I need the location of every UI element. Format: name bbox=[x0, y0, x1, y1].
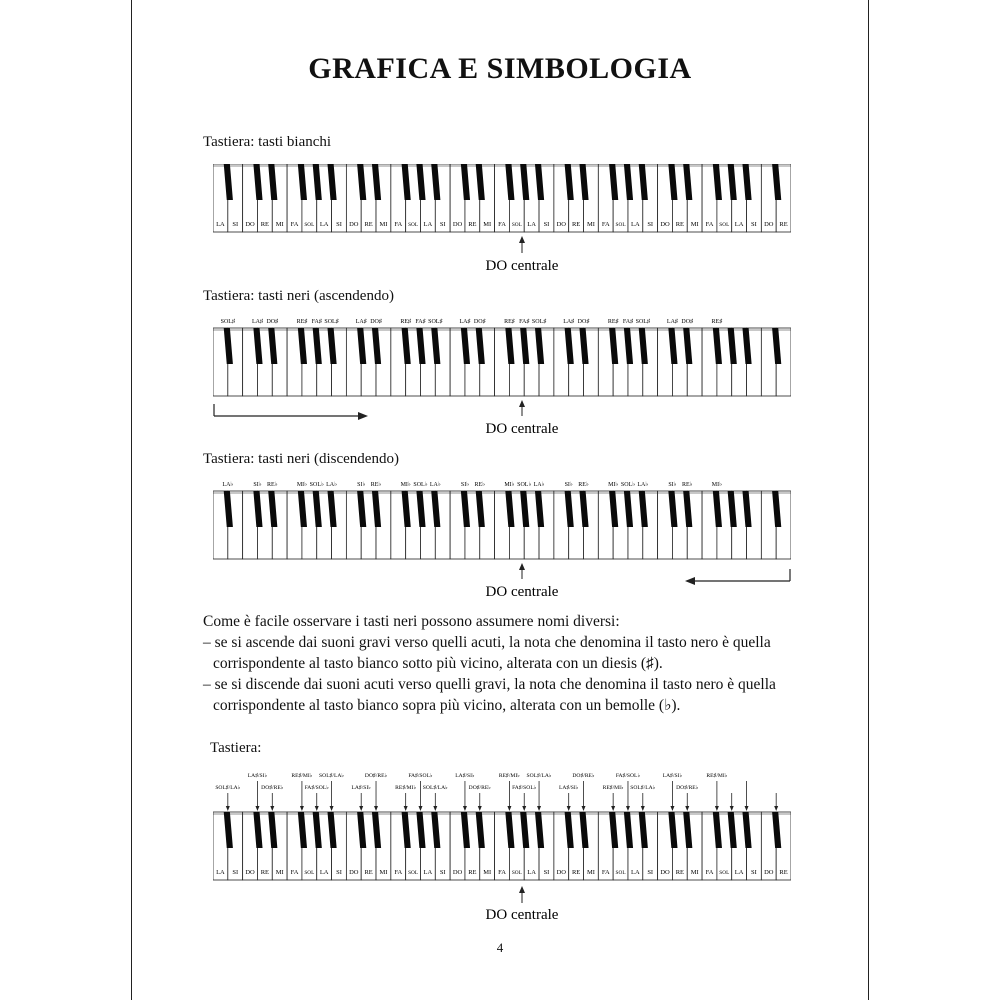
black-key-name: MI♭ bbox=[296, 482, 308, 488]
black-key-name: SOL♭ bbox=[309, 482, 324, 488]
pointer-head bbox=[611, 806, 615, 811]
black-key-name: RE♭ bbox=[682, 482, 693, 488]
white-key-name: SI bbox=[336, 869, 342, 876]
pointer-head bbox=[418, 806, 422, 811]
black-key-name: DO♯ bbox=[370, 319, 382, 325]
white-key-name: SOL bbox=[304, 222, 315, 228]
white-key-name: MI bbox=[379, 221, 388, 228]
white-key-name: LA bbox=[631, 869, 640, 876]
black-key-name: MI♭ bbox=[608, 482, 619, 488]
pointer-head bbox=[315, 806, 319, 811]
white-key-name: LA bbox=[734, 221, 744, 228]
black-key-name: SOL♭ bbox=[413, 482, 428, 488]
black-key-name: FA♯ bbox=[415, 319, 426, 325]
white-key-name: LA bbox=[423, 221, 433, 228]
white-key-name: LA bbox=[423, 869, 433, 876]
white-key-name: DO bbox=[660, 869, 670, 876]
white-key-name: RE bbox=[364, 869, 373, 876]
black-key-name: DO♯/RE♭ bbox=[676, 785, 699, 791]
black-key-name: LA♭ bbox=[637, 482, 649, 488]
black-key-name: MI♭ bbox=[400, 482, 411, 488]
pointer-head bbox=[715, 806, 719, 811]
descending-arrow bbox=[519, 563, 790, 585]
black-key-name: LA♯/SI♭ bbox=[455, 773, 475, 779]
label-black-ascending: Tastiera: tasti neri (ascendendo) bbox=[203, 288, 394, 304]
white-key-name: SOL bbox=[719, 870, 730, 876]
black-key-name: MI♭ bbox=[711, 482, 722, 488]
white-key-name: FA bbox=[705, 221, 714, 228]
white-key-name: RE bbox=[571, 221, 581, 228]
white-key-name: FA bbox=[601, 869, 610, 876]
pointer-head bbox=[626, 806, 630, 811]
white-key-name: DO bbox=[556, 869, 566, 876]
white-key-name: LA bbox=[631, 221, 640, 228]
explanation-text bbox=[203, 611, 793, 716]
label-white-keys: Tastiera: tasti bianchi bbox=[203, 134, 332, 150]
black-key-name: DO♯/RE♭ bbox=[468, 785, 491, 791]
white-key-name: RE bbox=[468, 221, 477, 228]
black-key-name: MI♭ bbox=[504, 482, 515, 488]
keyboard-black-ascending bbox=[213, 312, 791, 438]
white-key-name: RE bbox=[260, 221, 270, 228]
pointer-head bbox=[330, 806, 334, 811]
pointer-head bbox=[463, 806, 467, 811]
keyboard-white-keys bbox=[213, 164, 791, 274]
black-key-name: LA♯ bbox=[355, 319, 367, 325]
white-key-name: RE bbox=[675, 869, 685, 876]
explanation-ascending: – se si ascende dai suoni gravi verso quelli acuti, la nota che denomina il tasto nero è quella corrispondente al tasto bianco sotto più vicino, alterata con un diesis (♯). bbox=[203, 634, 771, 672]
white-key-name: SOL bbox=[304, 870, 315, 876]
black-key-name: FA♯ bbox=[622, 319, 634, 325]
black-key-name: SOL♯ bbox=[531, 319, 547, 325]
black-key-name: RE♯/MI♭ bbox=[706, 773, 728, 779]
black-key-name: SI♭ bbox=[668, 482, 677, 488]
white-key-name: SI bbox=[439, 221, 446, 228]
black-key-name: SI♭ bbox=[564, 482, 573, 488]
black-key-name: DO♯ bbox=[266, 319, 279, 325]
ascending-arrow bbox=[214, 400, 525, 420]
white-key-name: FA bbox=[394, 221, 403, 228]
white-key-name: SOL bbox=[408, 222, 419, 228]
pointer-head bbox=[685, 806, 689, 811]
white-key-name: DO bbox=[556, 221, 566, 228]
black-key-name: LA♯/SI♭ bbox=[662, 773, 683, 779]
black-key-name: SOL♭ bbox=[620, 482, 636, 488]
pointer-head bbox=[300, 806, 304, 811]
white-key-name: SOL bbox=[615, 870, 626, 876]
white-key-name: MI bbox=[690, 221, 699, 228]
pointer-head bbox=[404, 806, 408, 811]
black-key-name: LA♯ bbox=[563, 319, 575, 325]
black-key-name: SOL♯ bbox=[220, 319, 235, 325]
black-key-name: SOL♯/LA♭ bbox=[215, 785, 241, 791]
keyboard-full bbox=[213, 766, 791, 926]
white-key-name: SI bbox=[647, 869, 654, 876]
black-key-name: RE♯ bbox=[607, 319, 619, 325]
white-key-name: RE bbox=[779, 869, 788, 876]
black-key-name: LA♭ bbox=[222, 482, 234, 488]
white-key-name: FA bbox=[705, 869, 714, 876]
white-key-name: RE bbox=[260, 869, 270, 876]
pointer-head bbox=[774, 806, 778, 811]
black-key-name: SOL♯/LA♭ bbox=[422, 785, 448, 791]
pointer-head bbox=[255, 806, 259, 811]
middle-c-label: DO centrale bbox=[485, 584, 559, 600]
black-key-name: RE♯/MI♭ bbox=[291, 773, 313, 779]
pointer-head bbox=[745, 806, 749, 811]
black-key-name: FA♯ bbox=[519, 319, 530, 325]
white-key-name: DO bbox=[764, 221, 774, 228]
black-key-name: DO♯/RE♭ bbox=[572, 773, 595, 779]
black-key-name: LA♯/SI♭ bbox=[351, 785, 371, 791]
white-key-name: LA bbox=[734, 869, 744, 876]
white-key-name: LA bbox=[319, 221, 329, 228]
pointer-head bbox=[478, 806, 482, 811]
keyboard-white-svg bbox=[213, 164, 791, 274]
white-key-name: LA bbox=[216, 221, 225, 228]
white-key-name: RE bbox=[468, 869, 477, 876]
black-key-name: LA♯ bbox=[459, 319, 471, 325]
keyboard-full-svg bbox=[213, 766, 791, 926]
explanation-intro: Come è facile osservare i tasti neri possono assumere nomi diversi: bbox=[203, 613, 620, 630]
keyboard-asc-svg bbox=[213, 312, 791, 438]
black-key-name: SOL♯ bbox=[428, 319, 443, 325]
pointer-head bbox=[537, 806, 541, 811]
white-key-name: DO bbox=[660, 221, 670, 228]
black-key-name: RE♯/MI♭ bbox=[602, 785, 624, 791]
white-key-name: SI bbox=[543, 221, 550, 228]
white-key-name: SI bbox=[439, 869, 446, 876]
black-key-name: RE♯ bbox=[504, 319, 515, 325]
pointer-head bbox=[567, 806, 571, 811]
label-full-keyboard: Tastiera: bbox=[210, 740, 262, 756]
white-key-name: SOL bbox=[719, 222, 730, 228]
white-key-name: LA bbox=[527, 221, 536, 228]
white-key-name: MI bbox=[483, 869, 492, 876]
black-key-name: SI♭ bbox=[460, 482, 470, 488]
middle-c-arrow bbox=[519, 236, 525, 253]
black-key-name: DO♯ bbox=[681, 319, 694, 325]
white-key-name: MI bbox=[275, 221, 284, 228]
pointer-head bbox=[507, 806, 511, 811]
white-key-name: MI bbox=[586, 221, 595, 228]
pointer-head bbox=[359, 806, 363, 811]
black-key-name: RE♯ bbox=[400, 319, 412, 325]
black-key-name: LA♯/SI♭ bbox=[247, 773, 268, 779]
middle-c-label: DO centrale bbox=[485, 421, 559, 437]
black-key-name: RE♭ bbox=[578, 482, 589, 488]
white-key-name: FA bbox=[290, 869, 299, 876]
middle-c-label: DO centrale bbox=[485, 258, 559, 274]
black-key-name: LA♯/SI♭ bbox=[558, 785, 579, 791]
white-key-name: RE bbox=[571, 869, 581, 876]
white-key-name: DO bbox=[349, 221, 359, 228]
keyboard-desc-svg bbox=[213, 475, 791, 601]
white-key-name: SI bbox=[543, 869, 550, 876]
middle-c-arrow bbox=[519, 886, 525, 903]
white-key-name: LA bbox=[527, 869, 536, 876]
white-key-name: MI bbox=[690, 869, 699, 876]
white-key-name: LA bbox=[319, 869, 329, 876]
black-key-name: FA♯ bbox=[311, 319, 322, 325]
black-key-name: SOL♯ bbox=[324, 319, 339, 325]
white-key-name: DO bbox=[245, 869, 255, 876]
pointer-head bbox=[522, 806, 526, 811]
white-key-name: DO bbox=[245, 221, 255, 228]
white-key-name: FA bbox=[601, 221, 610, 228]
black-key-name: LA♭ bbox=[533, 482, 545, 488]
black-key-name: RE♭ bbox=[370, 482, 382, 488]
white-key-name: SOL bbox=[511, 222, 522, 228]
white-key-name: RE bbox=[779, 221, 788, 228]
white-key-name: FA bbox=[498, 221, 506, 228]
black-key-name: LA♭ bbox=[326, 482, 337, 488]
white-key-name: SOL bbox=[511, 870, 522, 876]
pointer-head bbox=[730, 806, 734, 811]
black-key-name: RE♯/MI♭ bbox=[498, 773, 520, 779]
black-key-name: SOL♯/LA♭ bbox=[630, 785, 656, 791]
white-key-name: SI bbox=[336, 221, 342, 228]
white-key-name: DO bbox=[764, 869, 774, 876]
black-key-name: SOL♯ bbox=[635, 319, 650, 325]
white-key-name: SOL bbox=[615, 222, 626, 228]
white-key-name: MI bbox=[586, 869, 595, 876]
white-key-name: SI bbox=[647, 221, 654, 228]
black-key-name: RE♯ bbox=[711, 319, 723, 325]
white-key-name: MI bbox=[483, 221, 492, 228]
pointer-head bbox=[433, 806, 437, 811]
black-key-name: LA♯ bbox=[666, 319, 678, 325]
black-key-name: LA♭ bbox=[429, 482, 441, 488]
label-black-descending: Tastiera: tasti neri (discendendo) bbox=[203, 451, 399, 467]
black-key-name: DO♯ bbox=[473, 319, 486, 325]
white-key-name: SOL bbox=[408, 870, 419, 876]
black-key-name: DO♯ bbox=[577, 319, 590, 325]
black-key-name: RE♭ bbox=[267, 482, 278, 488]
black-key-name: FA♯/SOL♭ bbox=[304, 785, 329, 791]
white-key-name: SI bbox=[751, 221, 757, 228]
page-number: 4 bbox=[496, 940, 504, 955]
black-key-name: LA♯ bbox=[251, 319, 263, 325]
white-key-name: FA bbox=[394, 869, 403, 876]
white-key-name: SI bbox=[751, 869, 757, 876]
page-title: GRAFICA E SIMBOLOGIA bbox=[308, 52, 692, 85]
white-key-name: RE bbox=[675, 221, 685, 228]
white-key-name: MI bbox=[275, 869, 284, 876]
white-key-name: FA bbox=[290, 221, 299, 228]
black-key-name: FA♯/SOL♭ bbox=[615, 773, 641, 779]
black-key-name: DO♯/RE♭ bbox=[364, 773, 388, 779]
pointer-head bbox=[582, 806, 586, 811]
black-key-name: RE♭ bbox=[474, 482, 486, 488]
black-key-name: SOL♭ bbox=[517, 482, 532, 488]
keyboard-black-descending bbox=[213, 475, 791, 601]
black-key-name: SOL♯/LA♭ bbox=[319, 773, 345, 779]
white-key-name: MI bbox=[379, 869, 388, 876]
black-key-name: DO♯/RE♭ bbox=[261, 785, 284, 791]
black-key-name: SI♭ bbox=[253, 482, 262, 488]
pointer-head bbox=[270, 806, 274, 811]
black-key-name: RE♯ bbox=[296, 319, 308, 325]
black-key-name: FA♯/SOL♭ bbox=[512, 785, 537, 791]
explanation-descending: – se si discende dai suoni acuti verso quelli gravi, la nota che denomina il tasto nero è quella corrispondente al tasto bianco sopra più vicino, alterata con un bemolle (♭). bbox=[203, 676, 776, 714]
black-key-name: RE♯/MI♭ bbox=[395, 785, 417, 791]
black-key-name: SI♭ bbox=[357, 482, 366, 488]
pointer-head bbox=[374, 806, 378, 811]
black-key-name: FA♯/SOL♭ bbox=[408, 773, 433, 779]
pointer-head bbox=[641, 806, 645, 811]
pointer-head bbox=[226, 806, 230, 811]
white-key-name: RE bbox=[364, 221, 373, 228]
middle-c-label: DO centrale bbox=[485, 907, 559, 923]
pointer-head bbox=[670, 806, 674, 811]
white-key-name: DO bbox=[452, 869, 463, 876]
white-key-name: DO bbox=[349, 869, 359, 876]
white-key-name: LA bbox=[216, 869, 225, 876]
white-key-name: SI bbox=[232, 869, 239, 876]
white-key-name: FA bbox=[498, 869, 506, 876]
white-key-name: DO bbox=[452, 221, 463, 228]
white-key-name: SI bbox=[232, 221, 239, 228]
black-key-name: SOL♯/LA♭ bbox=[526, 773, 552, 779]
